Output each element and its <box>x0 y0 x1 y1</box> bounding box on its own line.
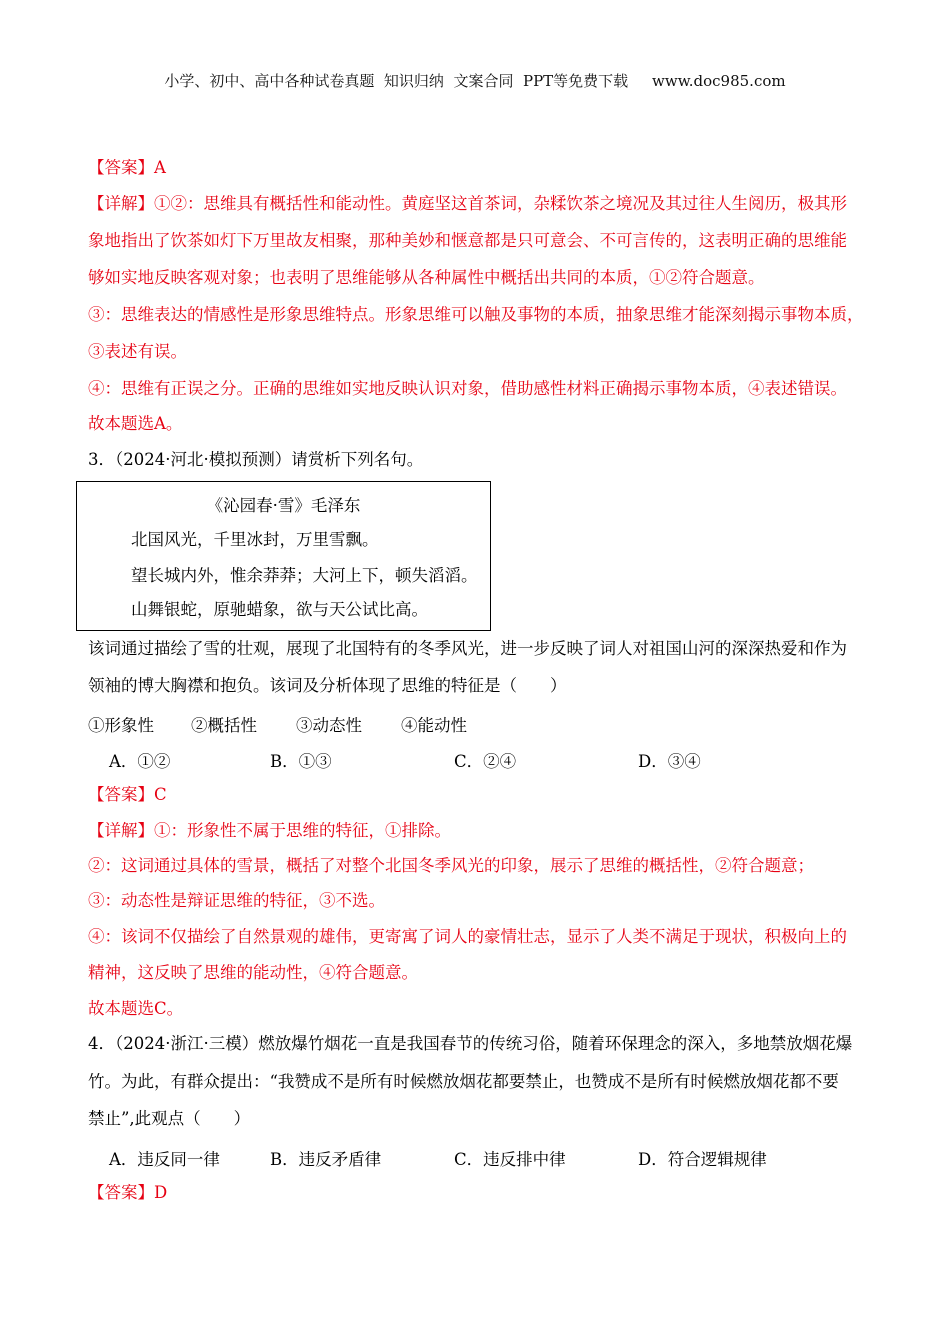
q2-detail-line: ③：思维表达的情感性是形象思维特点。形象思维可以触及事物的本质，抽象思维才能深刻揭示事物本质， <box>88 305 864 324</box>
q2-conclusion: 故本题选A。 <box>88 414 183 433</box>
q4-option-a: A．违反同一律 <box>109 1150 220 1169</box>
q3-option-c: C．②④ <box>454 752 517 771</box>
q2-detail-line: 够如实地反映客观对象；也表明了思维能够从各种属性中概括出共同的本质，①②符合题意。 <box>88 268 765 287</box>
q2-detail-line: 【详解】①②：思维具有概括性和能动性。黄庭坚这首茶词，杂糅饮茶之境况及其过往人生阅历，极其形 <box>88 194 847 213</box>
q3-detail-line: 【详解】①：形象性不属于思维的特征，①排除。 <box>88 821 451 840</box>
q2-answer: 【答案】A <box>88 158 166 177</box>
q3-detail-line: 精神，这反映了思维的能动性，④符合题意。 <box>88 963 418 982</box>
q4-stem-line: 竹。为此，有群众提出：“我赞成不是所有时候燃放烟花都要禁止，也赞成不是所有时候燃放烟花都不要 <box>88 1072 839 1091</box>
poem-line: 山舞银蛇，原驰蜡象，欲与天公试比高。 <box>131 600 428 619</box>
q4-stem-line: 4．（2024·浙江·三模）燃放爆竹烟花一直是我国春节的传统习俗，随着环保理念的深入，多地禁放烟花爆 <box>88 1034 853 1053</box>
q3-detail-line: ④：该词不仅描绘了自然景观的雄伟，更寄寓了词人的豪情壮志，显示了人类不满足于现状，积极向上的 <box>88 927 847 946</box>
q2-detail-line: ③表述有误。 <box>88 342 187 361</box>
q3-item: ③动态性 <box>296 716 362 735</box>
poem-line: 北国风光，千里冰封，万里雪飘。 <box>131 530 379 549</box>
q4-option-b: B．违反矛盾律 <box>270 1150 382 1169</box>
q3-option-a: A．①② <box>109 752 171 771</box>
q3-conclusion: 故本题选C。 <box>88 999 184 1018</box>
q3-item: ②概括性 <box>191 716 257 735</box>
q4-option-c: C．违反排中律 <box>454 1150 566 1169</box>
q2-detail-line: 象地指出了饮茶如灯下万里故友相聚，那种美妙和惬意都是只可意会、不可言传的，这表明正确的思维能 <box>88 231 847 250</box>
q4-stem-line: 禁止”,此观点（ ） <box>88 1109 251 1128</box>
q3-answer: 【答案】C <box>88 785 167 804</box>
q3-detail-line: ③：动态性是辩证思维的特征，③不选。 <box>88 891 385 910</box>
q2-detail-line: ④：思维有正误之分。正确的思维如实地反映认识对象，借助感性材料正确揭示事物本质，④表述错误。 <box>88 379 847 398</box>
q3-text-line: 该词通过描绘了雪的壮观，展现了北国特有的冬季风光，进一步反映了词人对祖国山河的深深热爱和作为 <box>88 639 847 658</box>
q3-option-b: B．①③ <box>270 752 332 771</box>
q3-item: ①形象性 <box>88 716 154 735</box>
q3-text-line: 领袖的博大胸襟和抱负。该词及分析体现了思维的特征是（ ） <box>88 676 567 695</box>
page-header: 小学、初中、高中各种试卷真题 知识归纳 文案合同 PPT等免费下载 www.doc985.com <box>164 72 786 90</box>
q4-option-d: D．符合逻辑规律 <box>638 1150 767 1169</box>
q3-option-d: D．③④ <box>638 752 701 771</box>
q3-stem: 3．（2024·河北·模拟预测）请赏析下列名句。 <box>88 450 424 469</box>
poem-line: 望长城内外，惟余莽莽；大河上下，顿失滔滔。 <box>131 566 478 585</box>
q3-detail-line: ②：这词通过具体的雪景，概括了对整个北国冬季风光的印象，展示了思维的概括性，②符合题意； <box>88 856 814 875</box>
poem-box <box>76 481 491 631</box>
poem-title: 《沁园春·雪》毛泽东 <box>206 496 361 515</box>
q3-item: ④能动性 <box>401 716 467 735</box>
q4-answer: 【答案】D <box>88 1183 168 1202</box>
